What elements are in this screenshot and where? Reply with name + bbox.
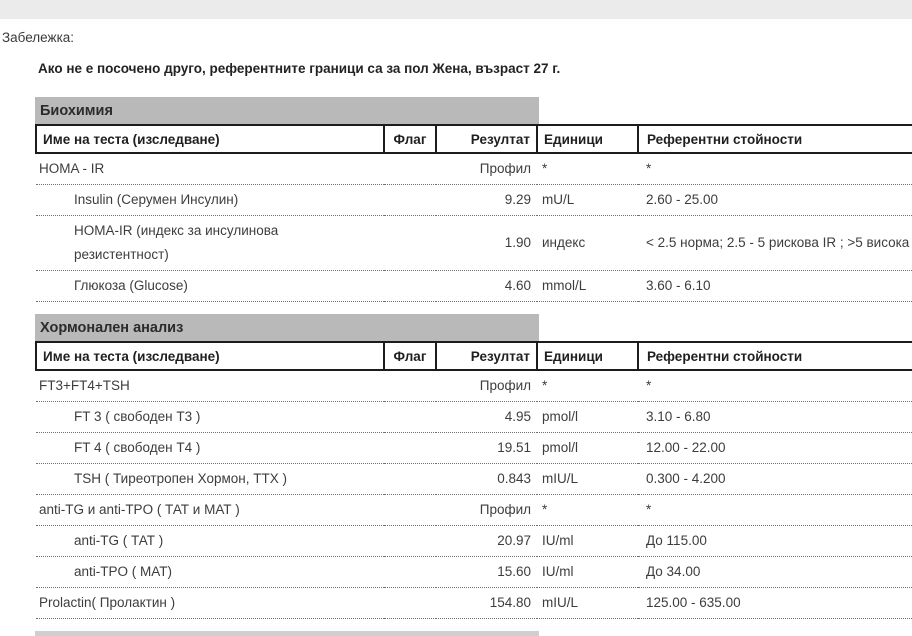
lab-section xyxy=(35,97,912,302)
table-row xyxy=(36,433,912,464)
flag-cell xyxy=(384,370,436,402)
flag-cell xyxy=(384,526,436,557)
table-row xyxy=(36,216,912,271)
table-row xyxy=(36,495,912,526)
test-name-cell: TSH ( Тиреотропен Хормон, ТТХ ) xyxy=(36,464,384,495)
reference-cell: < 2.5 норма; 2.5 - 5 рискова IR ; >5 висока xyxy=(638,216,912,271)
results-table xyxy=(35,341,912,619)
reference-cell: 0.300 - 4.200 xyxy=(638,464,912,495)
result-cell: 19.51 xyxy=(436,433,537,464)
table-header-row xyxy=(36,342,912,370)
test-name-cell: anti-TPO ( МАТ) xyxy=(36,557,384,588)
result-cell: 1.90 xyxy=(436,216,537,271)
table-row xyxy=(36,402,912,433)
reference-cell: 12.00 - 22.00 xyxy=(638,433,912,464)
units-cell: pmol/l xyxy=(537,402,638,433)
column-header-reference: Референтни стойности xyxy=(638,125,912,153)
reference-cell: 3.60 - 6.10 xyxy=(638,271,912,302)
reference-cell: 3.10 - 6.80 xyxy=(638,402,912,433)
test-name-cell: Глюкоза (Glucose) xyxy=(36,271,384,302)
results-table xyxy=(35,124,912,302)
column-header-reference: Референтни стойности xyxy=(638,342,912,370)
table-row xyxy=(36,588,912,619)
units-cell: mU/L xyxy=(537,185,638,216)
table-row xyxy=(36,185,912,216)
table-row xyxy=(36,557,912,588)
test-name-cell: HOMA - IR xyxy=(36,153,384,185)
result-cell: 9.29 xyxy=(436,185,537,216)
test-name-cell: anti-TG и anti-TPO ( ТАТ и МАТ ) xyxy=(36,495,384,526)
flag-cell xyxy=(384,495,436,526)
reference-cell: * xyxy=(638,153,912,185)
reference-cell: * xyxy=(638,370,912,402)
flag-cell xyxy=(384,153,436,185)
result-cell: 4.95 xyxy=(436,402,537,433)
table-body xyxy=(36,370,912,619)
units-cell: mIU/L xyxy=(537,588,638,619)
units-cell: индекс xyxy=(537,216,638,271)
next-section-bar-cutoff xyxy=(35,631,539,636)
column-header-result: Резултат xyxy=(436,342,537,370)
table-row xyxy=(36,370,912,402)
result-cell: Профил xyxy=(436,370,537,402)
reference-cell: 2.60 - 25.00 xyxy=(638,185,912,216)
flag-cell xyxy=(384,216,436,271)
reference-cell: 125.00 - 635.00 xyxy=(638,588,912,619)
result-cell: Профил xyxy=(436,495,537,526)
column-header-units: Единици xyxy=(537,342,638,370)
units-cell: * xyxy=(537,495,638,526)
units-cell: mIU/L xyxy=(537,464,638,495)
column-header-result: Резултат xyxy=(436,125,537,153)
lab-section xyxy=(35,314,912,619)
result-cell: 20.97 xyxy=(436,526,537,557)
flag-cell xyxy=(384,464,436,495)
result-cell: 4.60 xyxy=(436,271,537,302)
units-cell: IU/ml xyxy=(537,526,638,557)
table-row xyxy=(36,153,912,185)
column-header-test-name: Име на теста (изследване) xyxy=(36,342,384,370)
flag-cell xyxy=(384,271,436,302)
test-name-cell: anti-TG ( ТАТ ) xyxy=(36,526,384,557)
units-cell: IU/ml xyxy=(537,557,638,588)
section-title: Хормонален анализ xyxy=(35,314,539,341)
flag-cell xyxy=(384,433,436,464)
column-header-units: Единици xyxy=(537,125,638,153)
units-cell: * xyxy=(537,370,638,402)
table-row xyxy=(36,271,912,302)
flag-cell xyxy=(384,185,436,216)
test-name-cell: Insulin (Серумен Инсулин) xyxy=(36,185,384,216)
table-header-row xyxy=(36,125,912,153)
result-cell: 0.843 xyxy=(436,464,537,495)
result-cell: 15.60 xyxy=(436,557,537,588)
test-name-cell: HOMA-IR (индекс за инсулинова резистентност) xyxy=(36,216,384,271)
column-header-flag: Флаг xyxy=(384,125,436,153)
reference-cell: До 34.00 xyxy=(638,557,912,588)
table-row xyxy=(36,464,912,495)
result-cell: Профил xyxy=(436,153,537,185)
reference-cell: До 115.00 xyxy=(638,526,912,557)
table-body xyxy=(36,153,912,302)
units-cell: mmol/L xyxy=(537,271,638,302)
section-title: Биохимия xyxy=(35,97,539,124)
test-name-cell: FT 4 ( свободен Т4 ) xyxy=(36,433,384,464)
reference-disclaimer: Ако не е посочено друго, референтните граници са за пол Жена, възраст 27 г. xyxy=(38,61,561,76)
note-label: Забележка: xyxy=(2,30,75,45)
result-cell: 154.80 xyxy=(436,588,537,619)
test-name-cell: FT 3 ( свободен Т3 ) xyxy=(36,402,384,433)
reference-cell: * xyxy=(638,495,912,526)
sections-container xyxy=(0,97,912,619)
column-header-flag: Флаг xyxy=(384,342,436,370)
flag-cell xyxy=(384,402,436,433)
flag-cell xyxy=(384,588,436,619)
test-name-cell: FT3+FT4+TSH xyxy=(36,370,384,402)
test-name-cell: Prolactin( Пролактин ) xyxy=(36,588,384,619)
table-row xyxy=(36,526,912,557)
units-cell: * xyxy=(537,153,638,185)
units-cell: pmol/l xyxy=(537,433,638,464)
column-header-test-name: Име на теста (изследване) xyxy=(36,125,384,153)
flag-cell xyxy=(384,557,436,588)
